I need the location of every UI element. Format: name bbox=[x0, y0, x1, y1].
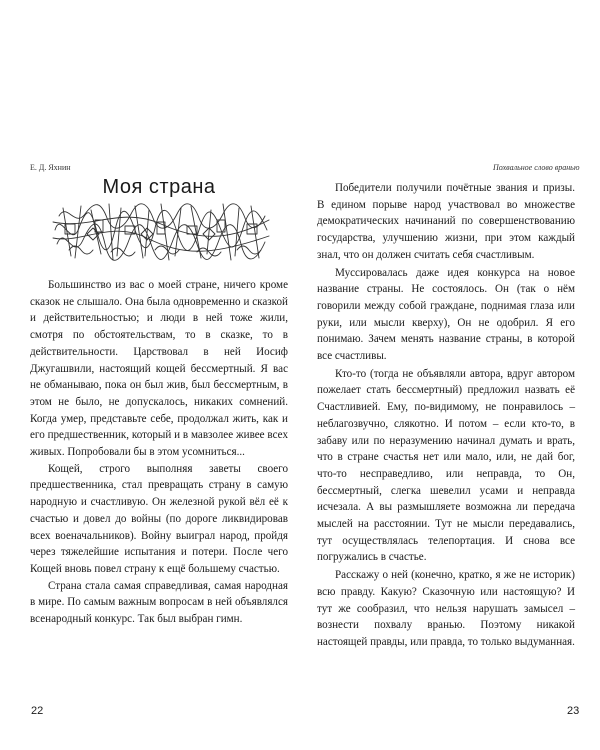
paragraph: Расскажу о ней (конечно, кратко, я же не историк) всю правду. Какую? Сказочную или настоящую? И тут же сообразил, что нельзя нарушать замысел – вознести похвалу вранью. Поэтому никакой настоящей правды, или правда, то только выдуманная. bbox=[317, 569, 575, 648]
paragraph: Кощей, строго выполняя заветы своего предшественника, стал превращать страну в самую народную и счастливую. Он железной рукой вёл её к счастью и довел до войны (по дороге ликвидировав всех военачальников). Войну выиграл народ, пройдя через тяжелейшие испытания и потери. После чего Кощей вновь повел страну к ещё большему счастью. bbox=[30, 462, 288, 575]
paragraph: Муссировалась даже идея конкурса на новое название страны. Не состоялось. Он (так о нём говорили между собой граждане, поднимая глаза или руки, или мысли кверху), Он не одобрил. Я его понимаю. Зачем менять название страны, в которой все счастливы. bbox=[317, 266, 575, 363]
running-head-author: Е. Д. Яхнин bbox=[30, 163, 71, 172]
paragraph: Большинство из вас о моей стране, ничего кроме сказок не слышало. Она была одновременно и сказкой и действительностью; и люди в ней тоже жили, смотря по обстоятельствам, то в сказке, то в действительности. Царствовал в ней Иосиф Джугашвили, настоящий кощей бессмертный. Я вас не обманываю, пока он был жив, был бессмертным, в этом не было, не допускалось, никаких сомнений. Когда умер, представьте себе, продолжал жить, как и его предшественник, который и в мавзолее живее всех живых. Попробовали бы в этом усомниться... bbox=[30, 279, 288, 459]
right-page bbox=[300, 0, 600, 750]
decorative-ornament-icon bbox=[51, 200, 271, 266]
running-head-title: Похвальное слово вранью bbox=[493, 163, 580, 172]
paragraph: Страна стала самая справедливая, самая народная в мире. По самым важным вопросам в ней объявлялся всенародный конкурс. Так был выбран гимн. bbox=[30, 579, 288, 626]
chapter-title: Моя страна bbox=[102, 176, 216, 198]
right-text-column bbox=[317, 180, 575, 652]
paragraph: Победители получили почётные звания и призы. В едином порыве народ участвовал во множестве демократических начинаний по совершенствованию государства, улучшению жизни, при этом каждый знал, что он должен считать себя счастливым. bbox=[317, 182, 575, 261]
page-number: 23 bbox=[567, 705, 580, 717]
page-number: 22 bbox=[31, 705, 44, 717]
paragraph: Кто-то (тогда не объявляли автора, вдруг автором пожелает стать бессмертный) предложил назвать её Счастливией. Ему, по-видимому, не понравилось – неблагозвучно, слякотно. И потом – если кто-то, в забаву или по неразумению начинал думать и врать, что в стране счастья нет или мало, или, не дай бог, что-то несправедливо, или неправда, то Он, бессмертный, слегка шевелил усами и неправда исчезала. А вы размышляете возможна ли передача мыслей на расстоянии. Тут не мысли передавались, тут осуществлялась телепортация. И снова все погружались в счастье. bbox=[317, 367, 575, 564]
